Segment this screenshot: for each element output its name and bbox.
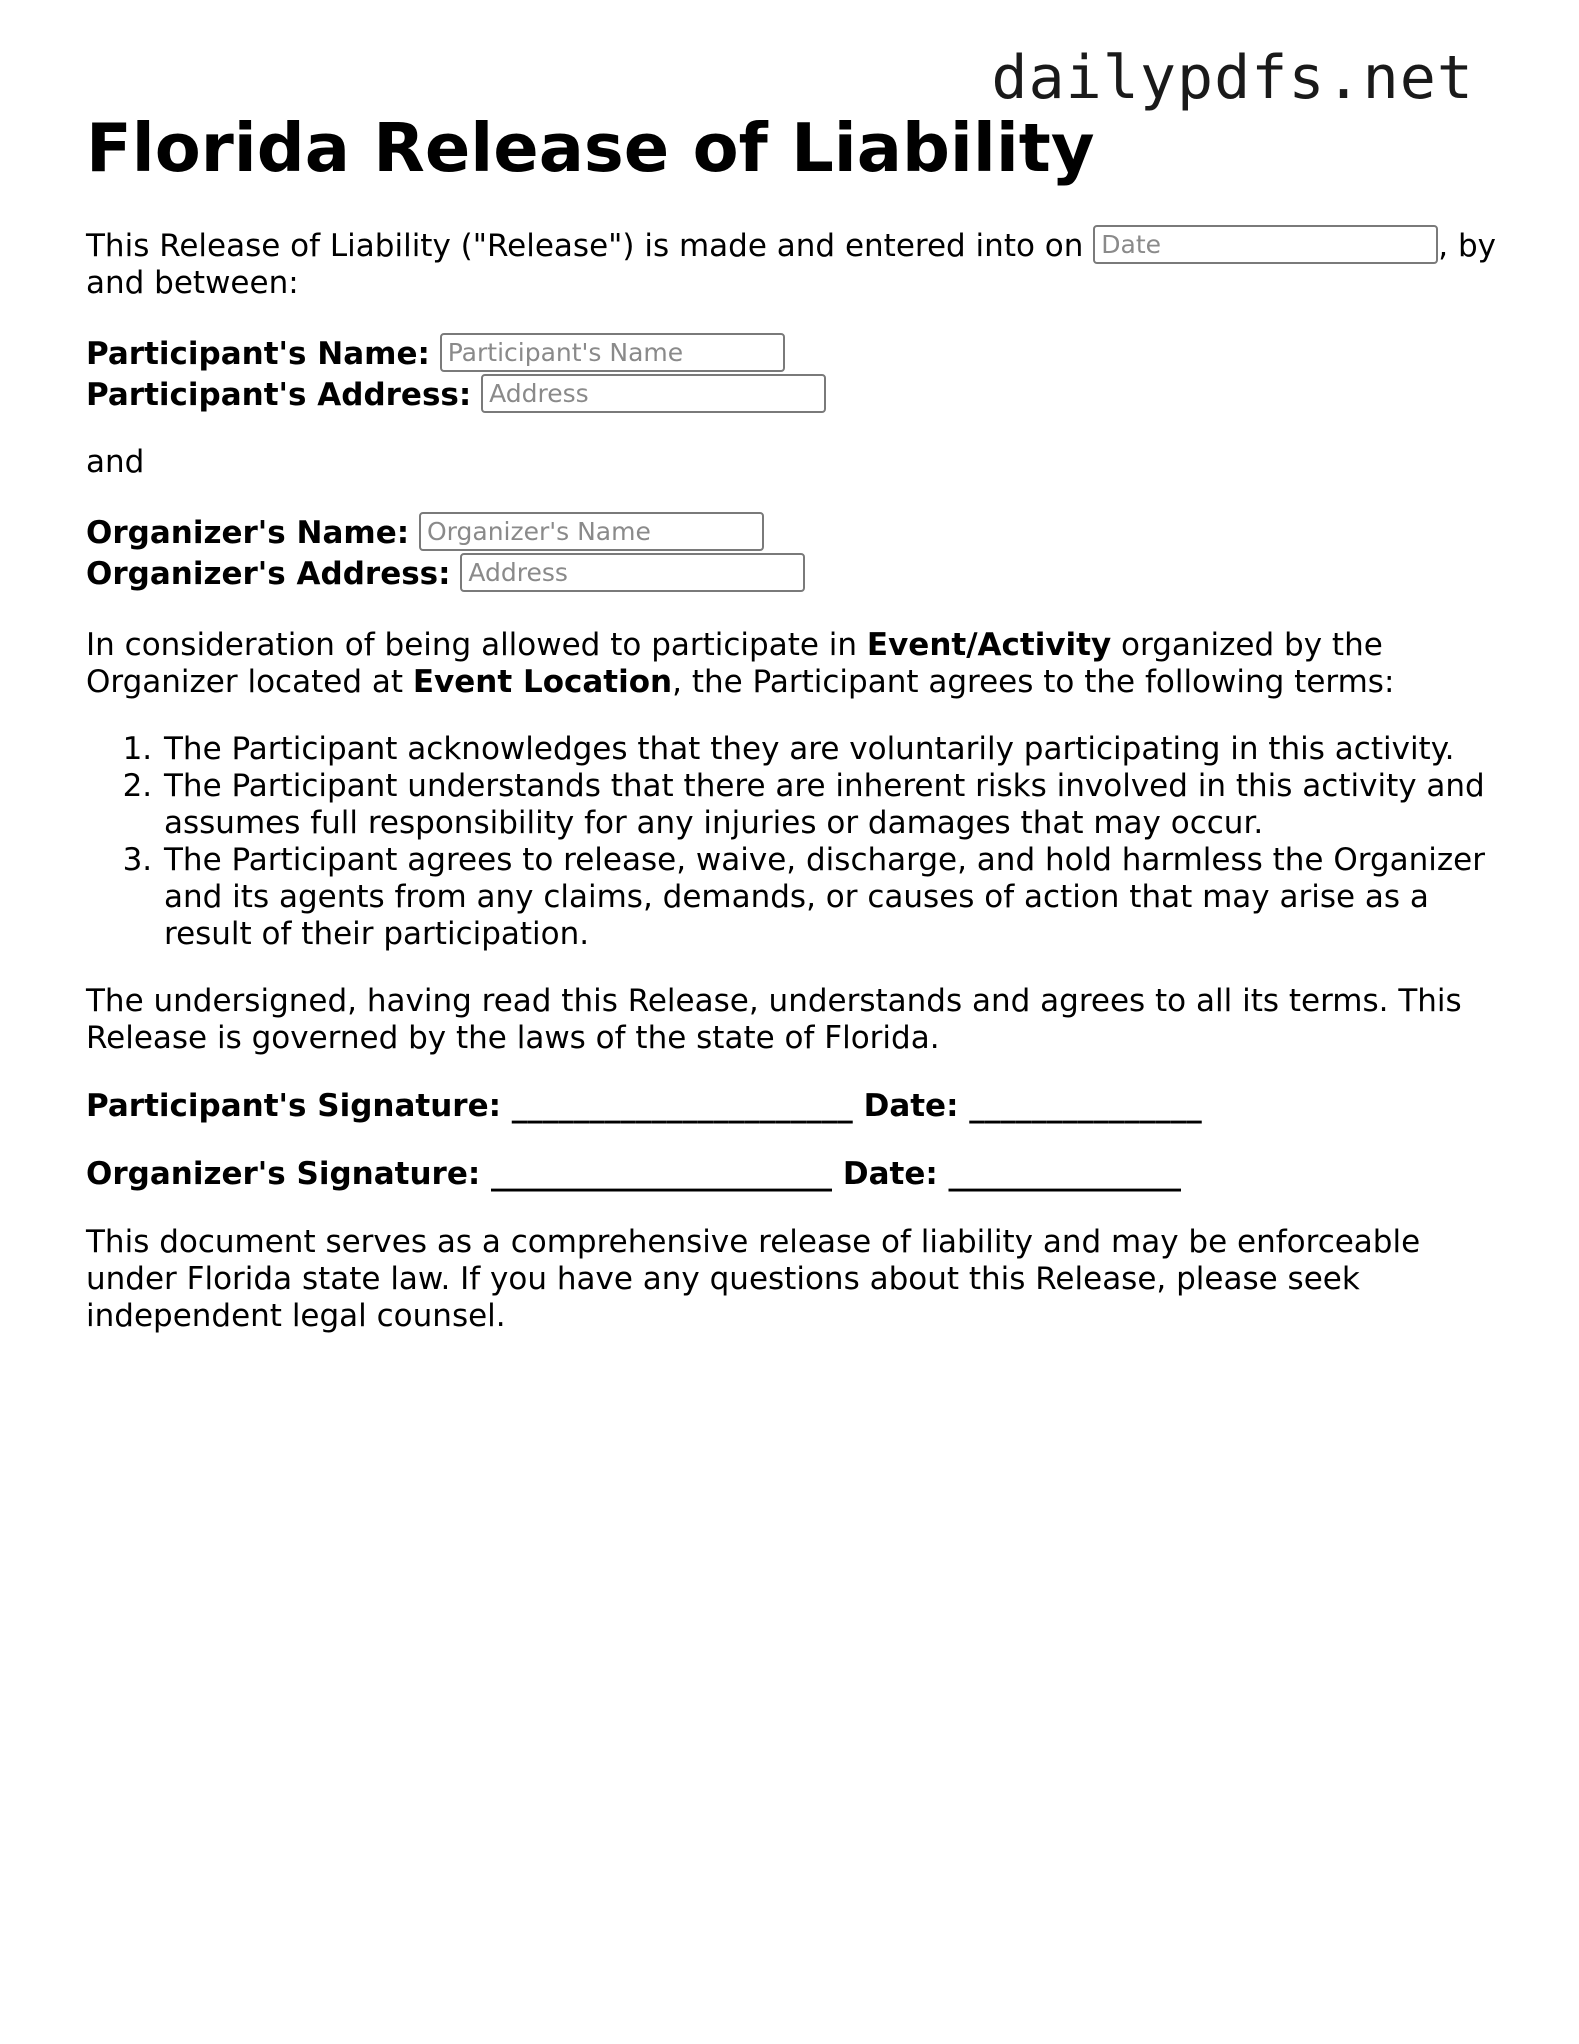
terms-list	[86, 731, 1496, 953]
undersigned-paragraph: The undersigned, having read this Release, understands and agrees to all its terms. This Release is governed by the laws of the state of Florida.	[86, 983, 1462, 1056]
consideration-text-3: , the Participant agrees to the following terms:	[672, 664, 1395, 700]
closing-paragraph: This document serves as a comprehensive release of liability and may be enforceable under Florida state law. If you have any questions about this Release, please seek independent legal counsel.	[86, 1224, 1421, 1334]
participant-name-row	[86, 334, 1496, 375]
participant-address-label: Participant's Address:	[86, 377, 472, 413]
participant-signature-label: Participant's Signature: ______________________ Date: _______________	[86, 1088, 1202, 1124]
participant-signature-line	[86, 1088, 1496, 1125]
document-body	[86, 110, 1496, 1335]
participant-name-field[interactable]	[440, 333, 785, 372]
intro-text: This Release of Liability ("Release") is made and entered into on	[86, 228, 1084, 264]
participant-address-row	[86, 375, 1496, 416]
intro-paragraph	[86, 228, 1496, 302]
watermark: dailypdfs.net	[991, 43, 1474, 113]
consideration-text-2: organized by the Organizer located at	[86, 627, 1383, 700]
consideration-text-1: In consideration of being allowed to participate in	[86, 627, 867, 663]
participant-section	[86, 334, 1496, 416]
participant-name-label: Participant's Name:	[86, 336, 430, 372]
organizer-name-label: Organizer's Name:	[86, 515, 410, 551]
term-item: 1. The Participant acknowledges that they are voluntarily participating in this activity.	[162, 731, 1496, 768]
organizer-signature-line	[86, 1156, 1496, 1193]
and-text: and	[86, 444, 145, 480]
term-item: 2. The Participant understands that there are inherent risks involved in this activity and assumes full responsibility for any injuries or damages that may occur.	[162, 768, 1496, 842]
term-item: 3. The Participant agrees to release, waive, discharge, and hold harmless the Organizer and its agents from any claims, demands, or causes of action that may arise as a result of their participation.	[162, 842, 1496, 953]
date-field[interactable]	[1093, 225, 1438, 264]
organizer-address-row	[86, 554, 1496, 595]
intro-text-after: , by and between:	[86, 228, 1496, 301]
event-location-term: Event Location	[412, 664, 673, 700]
organizer-address-field[interactable]	[460, 553, 805, 592]
organizer-section	[86, 513, 1496, 595]
participant-address-field[interactable]	[481, 374, 826, 413]
organizer-name-row	[86, 513, 1496, 554]
consideration-paragraph	[86, 627, 1496, 701]
organizer-address-label: Organizer's Address:	[86, 556, 451, 592]
document-title: Florida Release of Liability	[86, 109, 1095, 187]
organizer-name-field[interactable]	[419, 512, 764, 551]
organizer-signature-label: Organizer's Signature: ______________________ Date: _______________	[86, 1156, 1182, 1192]
event-activity-term: Event/Activity	[866, 627, 1112, 663]
